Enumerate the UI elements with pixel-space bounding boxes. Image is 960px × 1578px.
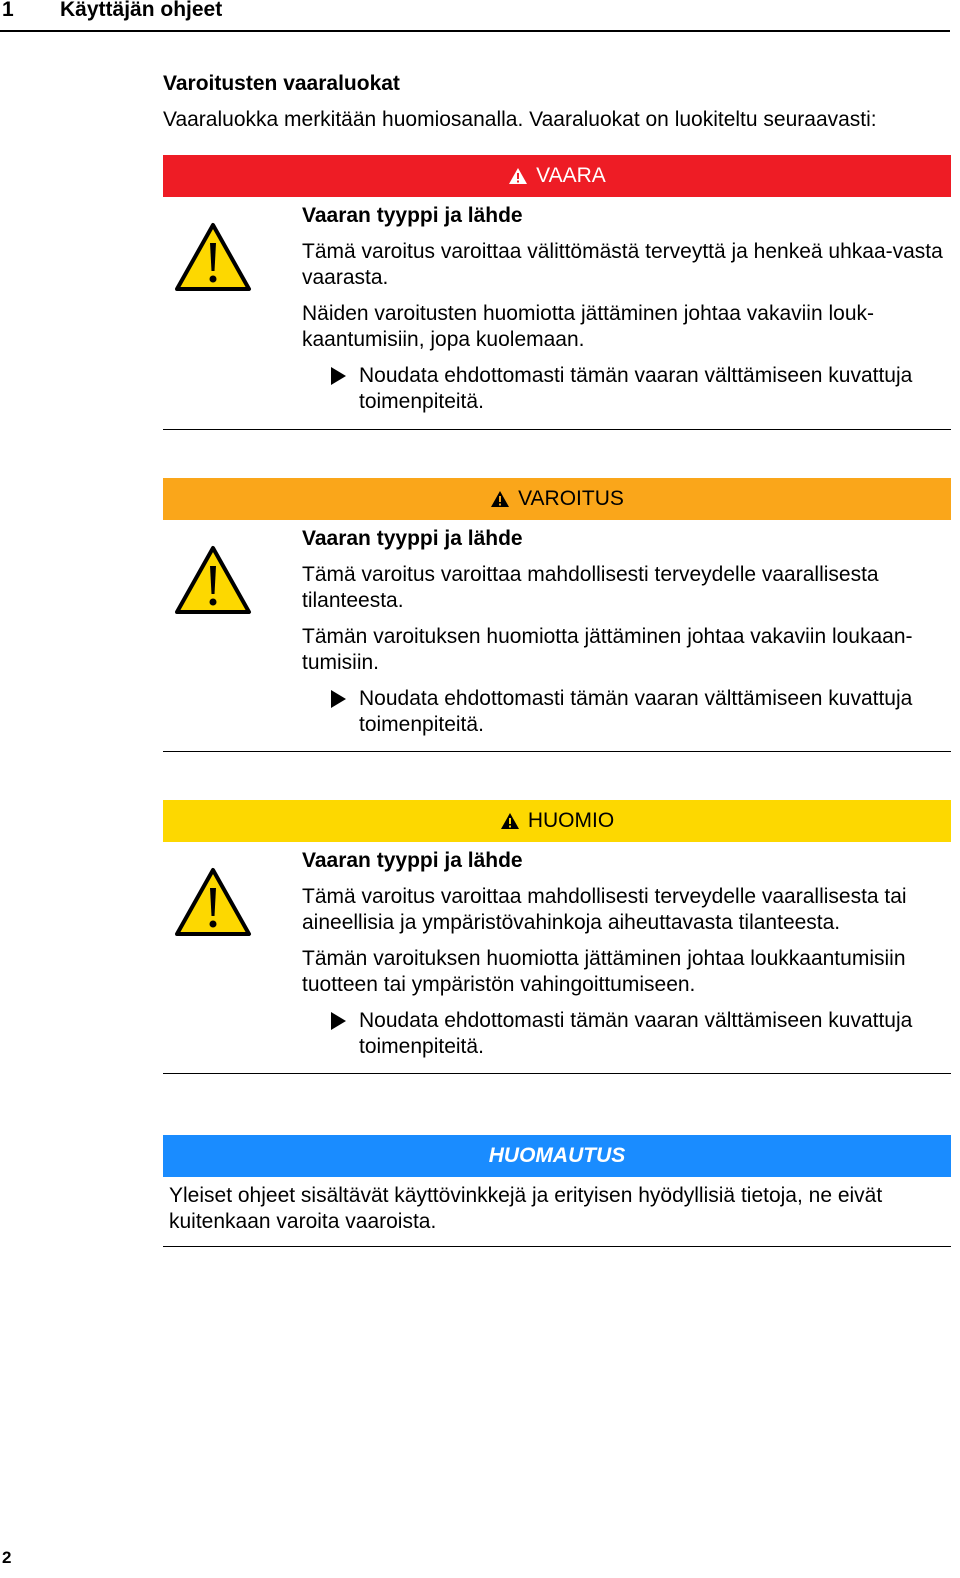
caution-signal-word: HUOMIO (527, 809, 615, 832)
caution-paragraph-2: Tämän varoituksen huomiotta jättäminen johtaa loukkaantumisiin tuotteen tai ympäristön vahingoittumiseen. (302, 947, 906, 996)
warning-sign-icon (173, 544, 253, 616)
chapter-header (0, 0, 950, 32)
warning-triangle-icon (508, 167, 528, 185)
danger-heading: Vaaran tyyppi ja lähde (302, 204, 523, 227)
caution-bar (163, 800, 951, 842)
note-box (163, 1135, 951, 1249)
caution-heading: Vaaran tyyppi ja lähde (302, 849, 523, 872)
warning-box (163, 478, 951, 754)
note-content (169, 1183, 939, 1235)
warning-triangle-icon (500, 812, 520, 830)
section-title: Varoitusten vaaraluokat (163, 72, 400, 95)
warning-sign-icon (173, 866, 253, 938)
page-number: 2 (2, 1548, 12, 1567)
chapter-title: Käyttäjän ohjeet (60, 0, 223, 21)
warning-heading: Vaaran tyyppi ja lähde (302, 527, 523, 550)
arrow-right-icon (331, 690, 346, 708)
danger-bar (163, 155, 951, 197)
danger-signal-word: VAARA (536, 164, 606, 187)
danger-box (163, 155, 951, 431)
caution-action-text: Noudata ehdottomasti tämän vaaran välttämiseen kuvattuja toimenpiteitä. (359, 1009, 913, 1058)
note-signal-word: HUOMAUTUS (488, 1144, 626, 1167)
warning-paragraph-2: Tämän varoituksen huomiotta jättäminen johtaa vakaviin loukaan-tumisiin. (302, 625, 913, 674)
caution-content (302, 848, 947, 1060)
warning-paragraph-1: Tämä varoitus varoittaa mahdollisesti terveydelle vaarallisesta tilanteesta. (302, 563, 879, 612)
caution-paragraph-1: Tämä varoitus varoittaa mahdollisesti terveydelle vaarallisesta tai aineellisia ja ympäristövahinkoja aiheuttavasta tilanteesta. (302, 885, 907, 934)
warning-action (302, 686, 947, 738)
danger-content (302, 203, 947, 415)
chapter-number: 1 (2, 0, 14, 21)
note-text: Yleiset ohjeet sisältävät käyttövinkkejä ja erityisen hyödyllisiä tietoja, ne eivät kuitenkaan varoita vaaroista. (169, 1184, 883, 1233)
warning-bottom-rule (163, 751, 951, 752)
warning-action-text: Noudata ehdottomasti tämän vaaran välttämiseen kuvattuja toimenpiteitä. (359, 687, 913, 736)
caution-box (163, 800, 951, 1076)
danger-paragraph-2: Näiden varoitusten huomiotta jättäminen johtaa vakaviin louk-kaantumisiin, jopa kuolemaan. (302, 302, 874, 351)
warning-triangle-icon (490, 490, 510, 508)
warning-bar (163, 478, 951, 520)
danger-action-text: Noudata ehdottomasti tämän vaaran välttämiseen kuvattuja toimenpiteitä. (359, 364, 913, 413)
warning-signal-word: VAROITUS (518, 487, 624, 510)
section-intro: Vaaraluokka merkitään huomiosanalla. Vaaraluokat on luokiteltu seuraavasti: (163, 108, 877, 131)
danger-paragraph-1: Tämä varoitus varoittaa välittömästä terveyttä ja henkeä uhkaa-vasta vaarasta. (302, 240, 943, 289)
caution-action (302, 1008, 947, 1060)
note-bar (163, 1135, 951, 1177)
danger-action (302, 363, 947, 415)
danger-bottom-rule (163, 429, 951, 430)
caution-bottom-rule (163, 1073, 951, 1074)
note-bottom-rule (163, 1246, 951, 1247)
arrow-right-icon (331, 367, 346, 385)
warning-sign-icon (173, 221, 253, 293)
warning-content (302, 526, 947, 738)
arrow-right-icon (331, 1012, 346, 1030)
